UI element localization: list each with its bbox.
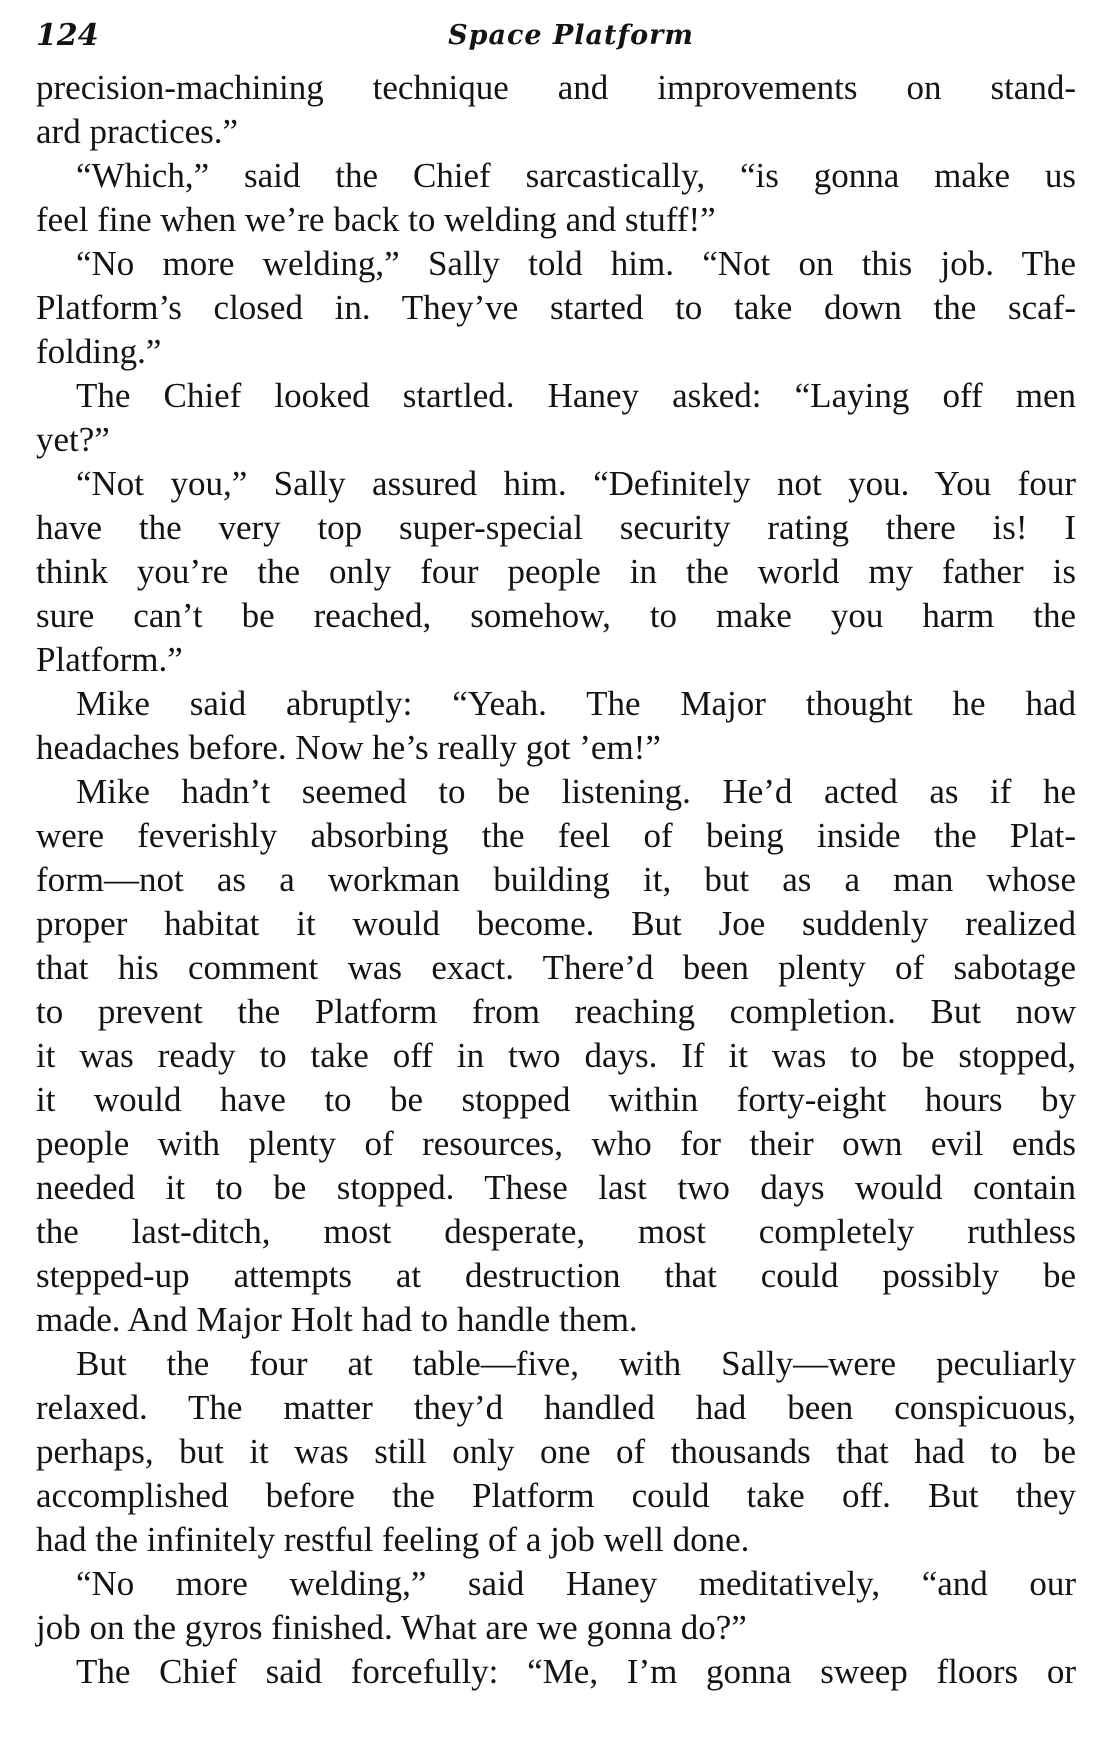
text-line: job on the gyros finished. What are we gonna do?” [36, 1608, 747, 1647]
text-line: proper habitat it would become. But Joe suddenly realized [36, 904, 1076, 943]
text-line: had the infinitely restful feeling of a job well done. [36, 1520, 750, 1559]
text-line: yet?” [36, 420, 110, 459]
text-line: precision-machining technique and improvements on stand- [36, 68, 1076, 107]
text-line: stepped-up attempts at destruction that could possibly be [36, 1256, 1076, 1295]
text-line: to prevent the Platform from reaching completion. But now [36, 992, 1076, 1031]
text-line: sure can’t be reached, somehow, to make you harm the [36, 596, 1076, 635]
running-head [36, 16, 1076, 56]
text-line: The Chief said forcefully: “Me, I’m gonna sweep floors or [76, 1652, 1076, 1691]
text-line: folding.” [36, 332, 162, 371]
text-line: have the very top super-special security rating there is! I [36, 508, 1076, 547]
text-line: Mike said abruptly: “Yeah. The Major thought he had [76, 684, 1076, 723]
text-line: people with plenty of resources, who for their own evil ends [36, 1124, 1076, 1163]
text-line: feel fine when we’re back to welding and stuff!” [36, 200, 716, 239]
text-line: “No more welding,” Sally told him. “Not on this job. The [76, 244, 1076, 283]
text-line: Platform.” [36, 640, 183, 679]
text-line: perhaps, but it was still only one of thousands that had to be [36, 1432, 1076, 1471]
text-line: “No more welding,” said Haney meditatively, “and our [76, 1564, 1076, 1603]
text-line: think you’re the only four people in the world my father is [36, 552, 1076, 591]
page-number: 124 [36, 18, 99, 53]
text-line: needed it to be stopped. These last two days would contain [36, 1168, 1076, 1207]
text-line: accomplished before the Platform could take off. But they [36, 1476, 1076, 1515]
text-line: the last-ditch, most desperate, most completely ruthless [36, 1212, 1076, 1251]
text-line: it would have to be stopped within forty-eight hours by [36, 1080, 1076, 1119]
text-line: that his comment was exact. There’d been plenty of sabotage [36, 948, 1076, 987]
text-line: ard practices.” [36, 112, 239, 151]
text-line: form—not as a workman building it, but as a man whose [36, 860, 1076, 899]
text-line: “Which,” said the Chief sarcastically, “is gonna make us [76, 156, 1076, 195]
text-line: Mike hadn’t seemed to be listening. He’d acted as if he [76, 772, 1076, 811]
text-line: “Not you,” Sally assured him. “Definitely not you. You four [76, 464, 1076, 503]
body-text [36, 66, 1076, 1694]
book-title: Space Platform [448, 20, 694, 51]
text-line: Platform’s closed in. They’ve started to take down the scaf- [36, 288, 1076, 327]
text-line: were feverishly absorbing the feel of being inside the Plat- [36, 816, 1076, 855]
text-line: made. And Major Holt had to handle them. [36, 1300, 638, 1339]
text-line: The Chief looked startled. Haney asked: “Laying off men [76, 376, 1076, 415]
text-line: But the four at table—five, with Sally—were peculiarly [76, 1344, 1076, 1383]
text-line: it was ready to take off in two days. If it was to be stopped, [36, 1036, 1076, 1075]
text-line: headaches before. Now he’s really got ’em!” [36, 728, 661, 767]
text-line: relaxed. The matter they’d handled had been conspicuous, [36, 1388, 1076, 1427]
